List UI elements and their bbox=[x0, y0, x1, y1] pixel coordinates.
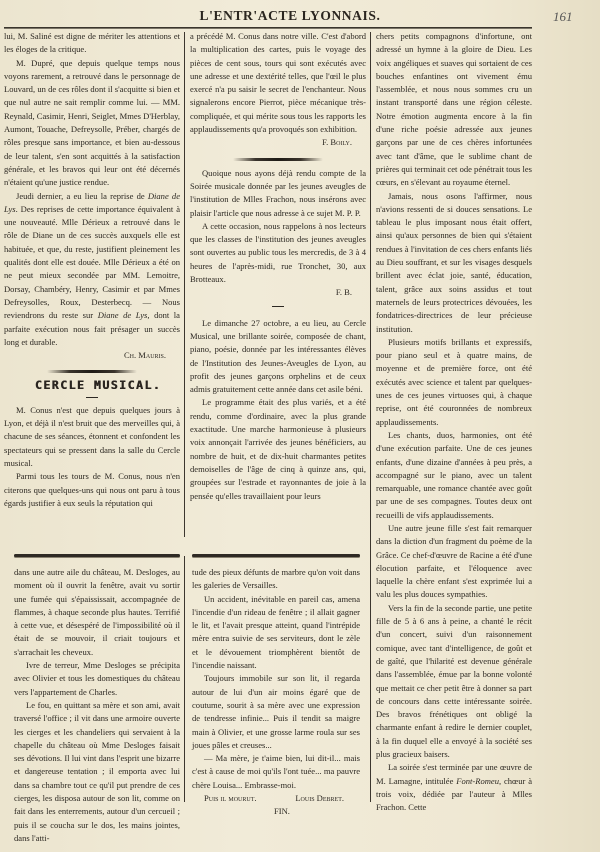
paragraph: Ivre de terreur, Mme Desloges se précipita avec Olivier et tous les domestiques du château vers l'appartement de Charles. bbox=[14, 660, 180, 697]
column-rule-1-top bbox=[184, 32, 185, 537]
work-title: Font-Romeu bbox=[456, 775, 499, 786]
dash-divider bbox=[272, 306, 284, 307]
section-title: CERCLE MUSICAL. bbox=[34, 378, 162, 393]
paragraph: Toujours immobile sur son lit, il regarda autour de lui d'un air moins égaré que de coutume, sourit à sa mère avec une expression de tendresse infinie... Puis il tendit sa maigre main à Olivier, et une grosse larme roula sur ses joues pâles et creuses... bbox=[192, 673, 360, 750]
feuilleton-column-2 bbox=[192, 566, 360, 819]
feuilleton-rule-right bbox=[192, 554, 360, 557]
paragraph: Le fou, en quittant sa mère et son ami, avait traversé l'office ; il vit dans une armoire ouverte les cierges et les chandeliers qui servaient à la chapelle du château où Mme Desloges faisait ses dévotions. Il lui vint dans l'esprit une bizarre et dangereuse tentation ; il emporta avec lui dans sa chambre tout ce qu'il put prendre de ces cierges, les disposa autour de son lit, comme on fait dans les enterrements, autour d'un cercueil ; puis il se coucha sur le dos, les mains jointes, dans l'atti- bbox=[14, 699, 180, 843]
signature: F. Boily. bbox=[322, 137, 352, 148]
ornament-divider bbox=[233, 158, 323, 161]
masthead-title: L'ENTR'ACTE LYONNAIS. bbox=[199, 8, 381, 23]
feuilleton-rule-left bbox=[14, 554, 180, 557]
closing-line bbox=[192, 792, 360, 805]
author-signature: Louis Debret. bbox=[295, 793, 344, 804]
paragraph: chers petits compagnons d'infortune, ont adressé un hymne à la gloire de Dieu. Les voix angéliques et suaves qui sortaient de ces bouches enfantines ont vivement ému l'assemblée, et nous nous sommes cru un instant transporté dans une région céleste. Notre émotion augmenta encore à la fin d'une riche poésie adressée aux jeunes garçons par une de ces chères infortunées avec tant d'âme, que le sublime chant de prières qui terminait cet ode pénétrait tous les cœurs, en s'élevant au royaume éternel. bbox=[376, 31, 532, 188]
paragraph: Le dimanche 27 octobre, a eu lieu, au Cercle Musical, une brillante soirée, composée de chant, piano, poésie, donnée par les intéressantes élèves de l'Institution des Jeunes-Aveugles de Lyon, au profit des jeunes garçons orphelins et de ceux admis gratuitement cette année dans cet asile béni. bbox=[190, 317, 366, 395]
column-3 bbox=[376, 30, 532, 815]
header-rule bbox=[4, 27, 532, 28]
paragraph: Plusieurs motifs brillants et expressifs, pour piano seul et à quatre mains, de moyenne et de première force, ont été exécutés avec science et talent par quelques-unes de ces jeunes virtuoses qui, à chaque reprise, ont été couronnées de nombreux applaudissements. bbox=[376, 336, 532, 427]
closing-text: Puis il mourut. bbox=[204, 793, 257, 804]
paragraph: Vers la fin de la seconde partie, une petite fille de 5 à 6 ans à peine, a chanté le récit d'un concert, suivi d'un raisonnement comique, avec tant d'intelligence, de goût et de gaîté, que l'hilarité est devenue générale dans l'assemblée, émue par la bonne volonté que mettait ce cher petit être à donner sa part de concours dans cette intéressante soirée. Des bravos frénétiques ont obligé la charmante enfant à redire le dernier couplet, à la fin duquel elle a envoyé à la société ses plus gracieux baisers. bbox=[376, 602, 532, 760]
column-rule-2 bbox=[370, 32, 371, 802]
feuilleton-column-1 bbox=[14, 566, 180, 845]
page-number: 161 bbox=[553, 9, 573, 24]
paragraph: Jeudi dernier, a eu lieu la reprise de Diane de Lys. Des reprises de cette importance équivalent à une nouveauté. Mlle Dérieux a retrouvé dans le rôle de Diane un de ces succès auxquels elle est habituée, et que, du reste, justifient pleinement les qualités dont elle est douée. Mlle Dérieux a été on ne peut mieux secondée par MM. Lemoitre, Dorsay, Chambéry, Henry, Casimir et par Mmes Defreysolles, Roux, Desterbecq. — Nous reviendrons du reste sur Diane de Lys, dont la parfaite exécution nous fait présager un succès long et durable. bbox=[4, 190, 181, 347]
paragraph: Un accident, inévitable en pareil cas, amena l'incendie d'un rideau de fenêtre ; il allait gagner le lit, et l'avait presque atteint, quand l'intrépide mère entra suivie de ses serviteurs, dont le zèle et le dévouement triomphèrent bientôt de l'incendie naissant. bbox=[192, 593, 360, 671]
play-title: Diane de Lys bbox=[97, 310, 148, 321]
paragraph: tude des pieux défunts de marbre qu'on voit dans les galeries de Versailles. bbox=[192, 567, 360, 591]
column-rule-1-bottom bbox=[184, 556, 185, 802]
paragraph: Les chants, duos, harmonies, ont été d'une exécution parfaite. Une de ces jeunes enfants, d'une dizaine d'années à peu près, a accompagné sur le piano, avec un talent remarquable, une romance chantée avec goût par une de ses compagnes. Toutes deux ont recueilli de vifs applaudissements. bbox=[376, 429, 532, 520]
paragraph: Le programme était des plus variés, et a été rendu, comme d'ordinaire, avec la plus grande exactitude. Une marche harmonieuse à plusieurs voix annonçait l'arrivée des jeunes bénéficiers, au nombre de huit, et de dix-huit charmantes petites demoiselles de l'âge de cinq à quinze ans, qui, groupées sur l'estrade et rayonnantes de joie à la pensée qu'elles travaillaient pour leurs bbox=[190, 397, 366, 501]
signature: Ch. Mauris. bbox=[123, 350, 166, 361]
play-title: Diane de Lys bbox=[4, 190, 181, 214]
paragraph: lui, M. Saliné est digne de mériter les attentions et les éloges de la critique. bbox=[4, 31, 180, 55]
paragraph: a précédé M. Conus dans notre ville. C'est d'abord la multiplication des cartes, puis le voyage des pièces de cent sous, tours qui sont exécutés avec une adresse et une dextérité telles, que l'œil le plus exercé n'a pu saisir le secret de l'enchanteur. Nous signalerons encore Pierrot, pièce mécanique très-compliquée, et qui mérite sous tous les rapports les applaudissements qu'a provoqués son exhibition. bbox=[190, 31, 366, 135]
paragraph: — Ma mère, je t'aime bien, lui dit-il... mais c'est à cause de moi qu'ils l'ont tuée... ma pauvre chère Louisa... Embrasse-moi. bbox=[192, 753, 360, 790]
paragraph: dans une autre aile du château, M. Desloges, au moment où il ouvrit la fenêtre, avait vu sortir une fumée qui s'épaississait, accompagnée de flammes, à chaque seconde plus hautes. Terrifié à cette vue, et désespéré de l'impossibilité où il était de se mouvoir, il criait toujours et s'arrachait les cheveux. bbox=[14, 567, 180, 657]
paragraph: Parmi tous les tours de M. Conus, nous n'en citerons que quelques-uns qui nous ont paru à tous égards justifier à eux seuls la réputation qui bbox=[4, 471, 180, 508]
paragraph: Quoique nous ayons déjà rendu compte de la Soirée musicale donnée par les jeunes aveugles de l'institution de Mlles Frachon, nous insérons avec plaisir l'article que nous adresse à ce sujet M. P. P. bbox=[190, 167, 366, 218]
paragraph: Jamais, nous osons l'affirmer, nous n'avions ressenti de si douces sensations. Le tableau le plus imposant nous était offert, ainsi qu'aux personnes de bien qui s'étaient rendues à l'invitation de ces chers enfants liés au Dieu souffrant, et sur les visages desquels brillent avec éclat joie, santé, éducation, talent, grâce aux soins assidus et tout maternels de leurs protectrices dévouées, les fondatrices-directrices de leur précieuse institution. bbox=[376, 190, 532, 334]
signature: F. B. bbox=[335, 287, 352, 298]
ornament-divider bbox=[47, 370, 137, 373]
paragraph: Une autre jeune fille s'est fait remarquer dans la diction d'un fragment du poème de la Grâce. Ce chef-d'œuvre de Racine a été d'une élocution parfaite, et l'éloquence avec laquelle la chère enfant s'est exprimée lui a valu les plus douces sympathies. bbox=[376, 522, 532, 600]
paragraph: La soirée s'est terminée par une œuvre de M. Lamagne, intitulée Font-Romeu, chœur à trois voix, dédiée par l'auteur à Mlles Frachon. Cette bbox=[376, 762, 532, 813]
paragraph: M. Conus n'est que depuis quelques jours à Lyon, et déjà il n'est bruit que des merveilles qui, à chacune de ses séances, étonnent et confondent les spectateurs qui se pressent dans la salle du Cercle musical. bbox=[4, 404, 180, 468]
paragraph: A cette occasion, nous rappelons à nos lecteurs que les classes de l'institution des jeunes aveugles sont ouvertes au public tous les mercredis, de 3 à 4 heures de l'après-midi, rue Tronchet, 30, aux Brotteaux. bbox=[190, 220, 366, 285]
end-marker: FIN. bbox=[274, 806, 290, 817]
column-1-top bbox=[4, 30, 180, 510]
dash-divider bbox=[86, 397, 98, 398]
column-2-top bbox=[190, 30, 366, 503]
paragraph: M. Dupré, que depuis quelque temps nous voyons rarement, a retrouvé dans le personnage de Louvard, un de ces rôles dont il s'acquitte si bien et que nul autre ne sait remplir comme lui. — MM. Reynald, Casimir, Henri, Seiglet, Mmes D'Herblay, Aumont, Touache, Defreysolle, Préber, chargés de rôles presque sans importance, et bien au-dessous de leur talent, s'en sont acquittés à la satisfaction générale, et les bravos qui leur ont été décernés n'étaient qu'une justice rendue. bbox=[4, 57, 180, 188]
